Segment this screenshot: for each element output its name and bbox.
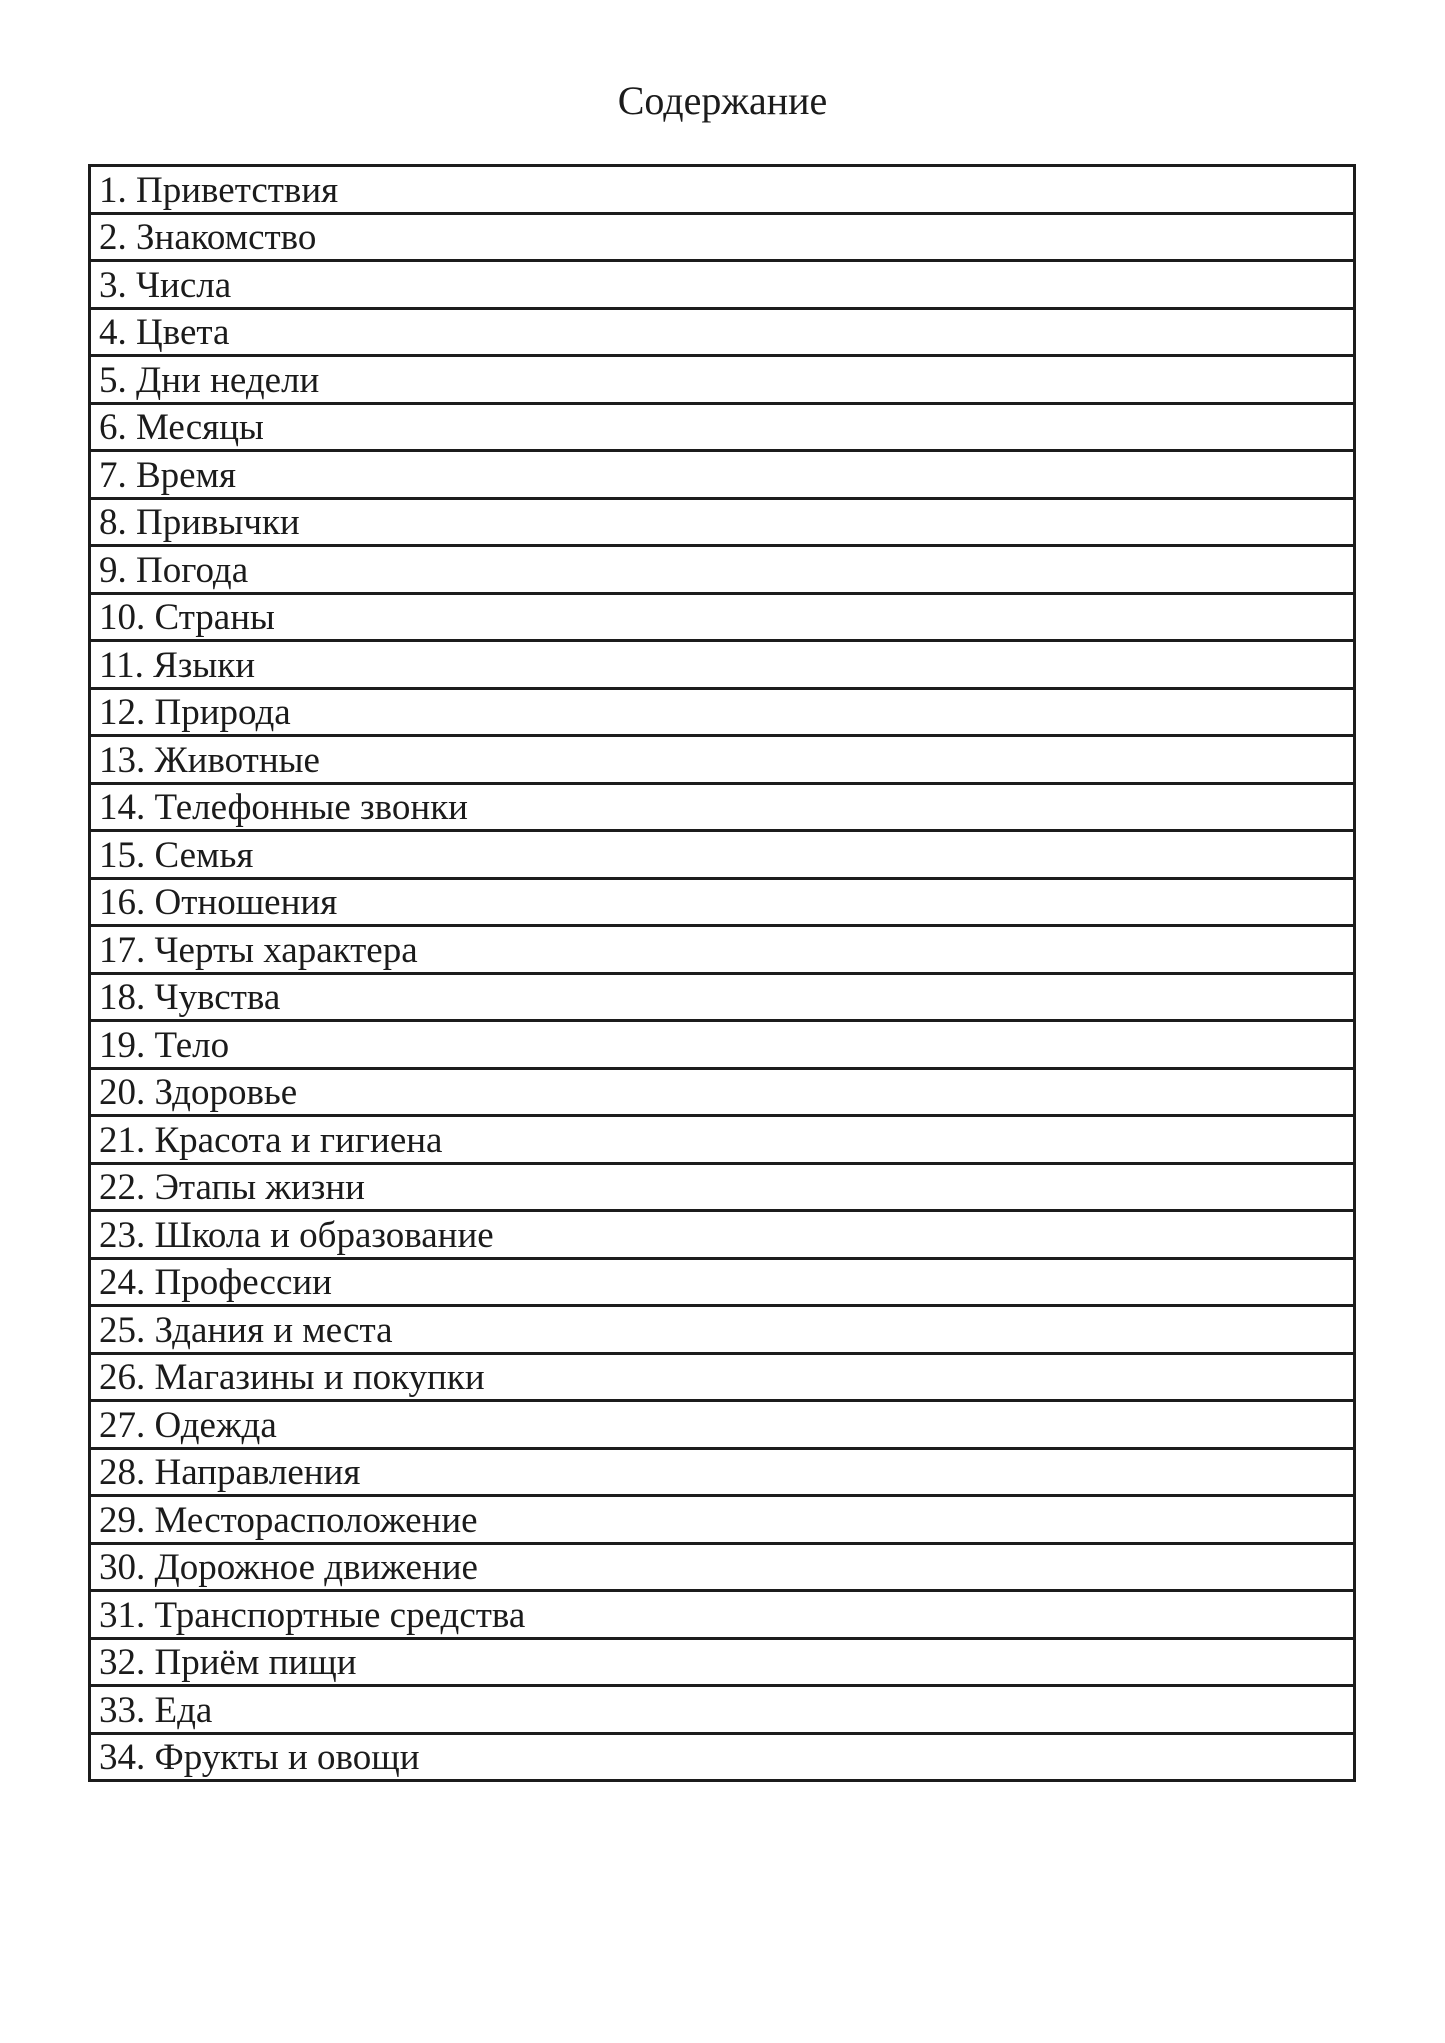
toc-row (91, 1212, 1353, 1260)
toc-item-text: 29. Месторасположение (99, 1499, 478, 1541)
toc-item-text: 11. Языки (99, 644, 256, 686)
toc-row (91, 500, 1353, 548)
toc-item-text: 21. Красота и гигиена (99, 1119, 443, 1161)
toc-row (91, 690, 1353, 738)
toc-item-text: 34. Фрукты и овощи (99, 1737, 420, 1779)
toc-row (91, 1355, 1353, 1403)
toc-item-text: 28. Направления (99, 1452, 361, 1494)
toc-row (91, 1070, 1353, 1118)
toc-row (91, 1402, 1353, 1450)
toc-row (91, 1545, 1353, 1593)
toc-row (91, 927, 1353, 975)
toc-item-text: 25. Здания и места (99, 1309, 393, 1351)
toc-row (91, 547, 1353, 595)
toc-item-text: 18. Чувства (99, 977, 281, 1019)
toc-item-text: 7. Время (99, 454, 237, 496)
toc-row (91, 357, 1353, 405)
toc-row (91, 1117, 1353, 1165)
toc-row (91, 1497, 1353, 1545)
toc-item-text: 5. Дни недели (99, 359, 320, 401)
toc-row (91, 1260, 1353, 1308)
toc-row (91, 832, 1353, 880)
toc-row (91, 262, 1353, 310)
toc-item-text: 10. Страны (99, 597, 275, 639)
toc-item-text: 24. Профессии (99, 1262, 332, 1304)
toc-item-text: 31. Транспортные средства (99, 1594, 526, 1636)
toc-row (91, 310, 1353, 358)
toc-row (91, 880, 1353, 928)
toc-item-text: 14. Телефонные звонки (99, 787, 468, 829)
toc-item-text: 23. Школа и образование (99, 1214, 494, 1256)
toc-row (91, 1735, 1353, 1780)
toc-item-text: 3. Числа (99, 264, 232, 306)
toc-item-text: 16. Отношения (99, 882, 338, 924)
toc-item-text: 17. Черты характера (99, 929, 418, 971)
toc-item-text: 13. Животные (99, 739, 320, 781)
toc-row (91, 642, 1353, 690)
toc-row (91, 1022, 1353, 1070)
toc-row (91, 1165, 1353, 1213)
toc-item-text: 26. Магазины и покупки (99, 1357, 485, 1399)
toc-item-text: 8. Привычки (99, 502, 300, 544)
toc-row (91, 405, 1353, 453)
toc-row (91, 1592, 1353, 1640)
toc-item-text: 27. Одежда (99, 1404, 277, 1446)
toc-item-text: 33. Еда (99, 1689, 213, 1731)
toc-item-text: 22. Этапы жизни (99, 1167, 365, 1209)
toc-item-text: 32. Приём пищи (99, 1642, 357, 1684)
toc-item-text: 12. Природа (99, 692, 291, 734)
toc-item-text: 2. Знакомство (99, 217, 317, 259)
toc-item-text: 1. Приветствия (99, 169, 339, 211)
toc-row (91, 595, 1353, 643)
toc-item-text: 6. Месяцы (99, 407, 264, 449)
contents-table (88, 164, 1356, 1782)
toc-item-text: 4. Цвета (99, 312, 230, 354)
toc-row (91, 1307, 1353, 1355)
toc-row (91, 1450, 1353, 1498)
toc-item-text: 9. Погода (99, 549, 249, 591)
toc-row (91, 975, 1353, 1023)
toc-row (91, 167, 1353, 215)
toc-row (91, 785, 1353, 833)
toc-item-text: 20. Здоровье (99, 1072, 298, 1114)
toc-item-text: 30. Дорожное движение (99, 1547, 478, 1589)
page-title: Содержание (617, 78, 828, 123)
toc-item-text: 15. Семья (99, 834, 254, 876)
toc-row (91, 215, 1353, 263)
toc-row (91, 1640, 1353, 1688)
toc-item-text: 19. Тело (99, 1024, 230, 1066)
toc-row (91, 1687, 1353, 1735)
toc-row (91, 737, 1353, 785)
toc-row (91, 452, 1353, 500)
